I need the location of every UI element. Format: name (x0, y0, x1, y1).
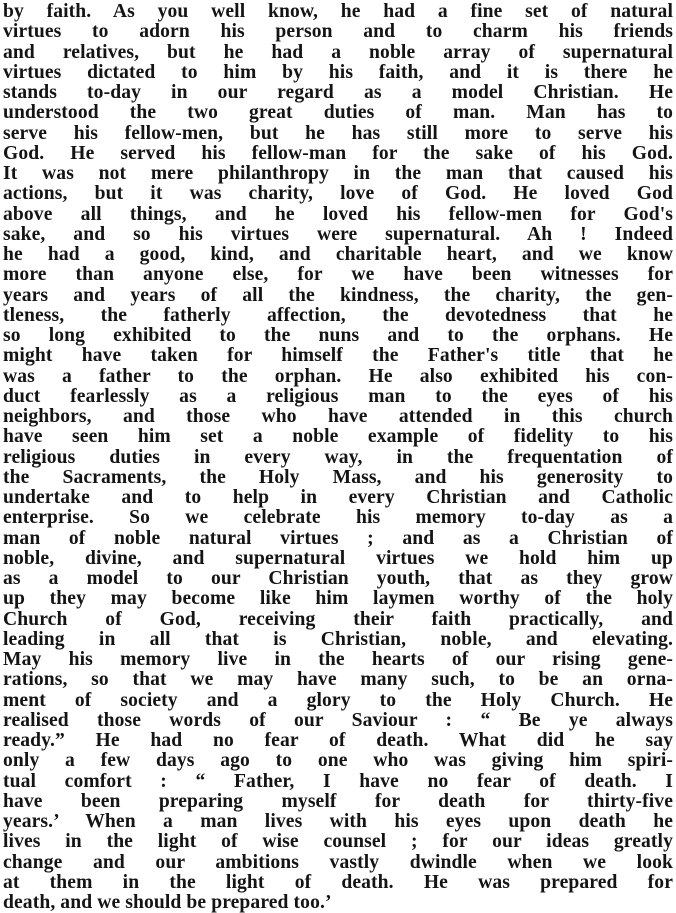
text-line: virtues to adorn his person and to charm his friends (3, 21, 673, 43)
article-text-column (3, 2, 673, 913)
text-line: leading in all that is Christian, noble, and elevating. (3, 628, 673, 650)
text-line: rations, so that we may have many such, to be an orna- (3, 669, 673, 691)
text-line: the Sacraments, the Holy Mass, and his generosity to (3, 466, 673, 488)
text-line: God. He served his fellow-man for the sake of his God. (3, 142, 673, 164)
text-line: understood the two great duties of man. Man has to (3, 102, 673, 124)
text-line: religious duties in every way, in the frequentation of (3, 446, 673, 468)
text-line: years and years of all the kindness, the charity, the gen- (3, 284, 673, 306)
text-line: enterprise. So we celebrate his memory to-day as a (3, 507, 673, 529)
text-line: have been preparing myself for death for thirty-five (3, 790, 673, 812)
text-line: and relatives, but he had a noble array of supernatural (3, 41, 673, 63)
text-line: as a model to our Christian youth, that as they grow (3, 568, 673, 589)
text-line: by faith. As you well know, he had a fine set of natural (3, 1, 673, 22)
text-line: tleness, the fatherly affection, the devotedness that he (3, 304, 673, 326)
text-line: years.’ When a man lives with his eyes upon death he (3, 811, 673, 832)
text-line: up they may become like him laymen worthy of the holy (3, 588, 673, 610)
text-line: he had a good, kind, and charitable heart, and we know (3, 244, 673, 265)
text-line: serve his fellow-men, but he has still more to serve his (3, 122, 673, 144)
text-line: Church of God, receiving their faith practically, and (3, 608, 673, 630)
text-line: neighbors, and those who have attended in this church (3, 406, 673, 427)
text-line: lives in the light of wise counsel ; for our ideas greatly (3, 831, 673, 853)
text-line: stands to-day in our regard as a model Christian. He (3, 82, 673, 103)
text-line: May his memory live in the hearts of our rising gene- (3, 649, 673, 670)
text-line: duct fearlessly as a religious man to the eyes of his (3, 385, 673, 407)
text-line: ment of society and a glory to the Holy Church. He (3, 689, 673, 711)
text-line: virtues dictated to him by his faith, and it is there he (3, 61, 673, 83)
text-line: sake, and so his virtues were supernatural. Ah ! Indeed (3, 223, 673, 245)
text-line: only a few days ago to one who was giving him spiri- (3, 750, 673, 772)
text-line: tual comfort : “ Father, I have no fear of death. I (3, 770, 673, 792)
text-line: realised those words of our Saviour : “ Be ye always (3, 709, 673, 731)
text-line: death, and we should be prepared too.’ (3, 892, 332, 913)
text-line: It was not mere philanthropy in the man that caused his (3, 163, 673, 184)
text-line: was a father to the orphan. He also exhibited his con- (3, 365, 673, 387)
text-line: at them in the light of death. He was prepared for (3, 871, 673, 893)
text-line: above all things, and he loved his fellow-men for God's (3, 203, 673, 225)
text-line: so long exhibited to the nuns and to the orphans. He (3, 325, 673, 346)
text-line: noble, divine, and supernatural virtues we hold him up (3, 547, 673, 569)
text-line: actions, but it was charity, love of God. He loved God (3, 183, 673, 205)
text-line: man of noble natural virtues ; and as a Christian of (3, 527, 673, 549)
text-line: might have taken for himself the Father's title that he (3, 345, 673, 367)
text-line: ready.” He had no fear of death. What did he say (3, 730, 673, 751)
text-line: more than anyone else, for we have been witnesses for (3, 264, 673, 286)
text-line: change and our ambitions vastly dwindle when we look (3, 851, 673, 873)
text-line: undertake and to help in every Christian and Catholic (3, 487, 673, 508)
text-line: have seen him set a noble example of fidelity to his (3, 426, 673, 448)
